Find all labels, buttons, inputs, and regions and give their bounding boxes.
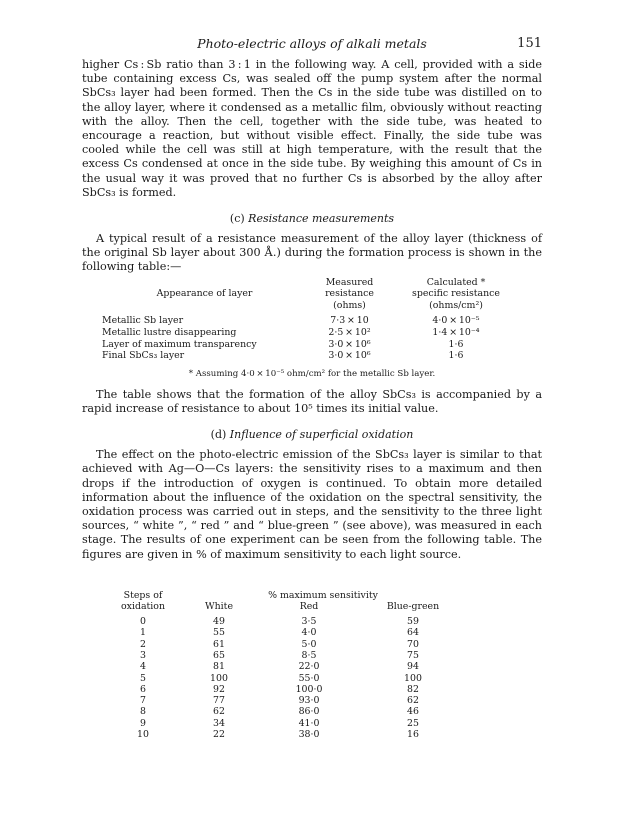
cell-red: 3·5: [301, 616, 317, 628]
cell-red: 22·0: [298, 661, 320, 673]
cell-step: 4: [140, 661, 146, 673]
col-group-header-sensitivity: % maximum sensitivity: [268, 589, 378, 601]
cell-white: 92: [213, 683, 225, 695]
cell-red: 100·0: [295, 683, 323, 695]
cell-blue-green: 46: [407, 706, 419, 718]
cell-step: 9: [140, 717, 146, 729]
cell-blue-green: 64: [407, 627, 419, 639]
section-heading-c: [82, 212, 542, 226]
cell-white: 62: [213, 706, 225, 718]
cell-step: 2: [140, 638, 146, 650]
cell-step: 5: [140, 672, 146, 684]
paragraph-4: The effect on the photo-electric emission of the SbCs₃ layer is similar to that achieved with Ag—O—Cs layers: the sensitivity rises to a maximum and then drops if the introduction of oxygen is continued. To obtain more detailed information about the influence of the oxidation on the spectral sensitivity, the oxidation process was carried out in steps, and the sensitivity to the three light sources, “ white ”, “ red ” and “ blue-green ” (see above), was measured in each stage. The results of one experiment can be seen from the following table. The figures are given in % of maximum sensitivity to each light source.: [82, 448, 542, 561]
cell-blue-green: 94: [407, 661, 419, 673]
cell-calculated: 1·6: [448, 350, 464, 362]
resistance-table: [102, 277, 520, 362]
paragraph-1: higher Cs : Sb ratio than 3 : 1 in the following way. A cell, provided with a side tube containing excess Cs, was sealed off the pump system after the normal SbCs₃ layer had been formed. Then the Cs in the side tube was distilled on to the alloy layer, where it condensed as a metallic film, obviously without reacting with the alloy. Then the cell, together with the side tube, was heated to encourage a reaction, but without visible effect. Finally, the side tube was cooled while the cell was still at high temperature, with the result that the excess Cs condensed at once in the side tube. By weighing this amount of Cs in the usual way it was proved that no further Cs is absorbed by the alloy after SbCs₃ is formed.: [82, 58, 542, 199]
col-header-calculated-1: Calculated *: [426, 276, 486, 288]
section-title-d: Influence of superficial oxidation: [229, 428, 414, 442]
col-header-calculated-3: (ohms/cm²): [429, 299, 483, 311]
section-heading-d: [82, 428, 542, 442]
cell-white: 65: [213, 649, 225, 661]
cell-blue-green: 75: [407, 649, 419, 661]
cell-step: 7: [140, 695, 146, 707]
cell-white: 22: [213, 728, 225, 740]
cell-calculated: 4·0 × 10⁻⁵: [432, 315, 480, 327]
cell-white: 77: [213, 695, 225, 707]
section-title-c: Resistance measurements: [248, 212, 395, 226]
running-title: Photo-electric alloys of alkali metals: [197, 36, 427, 51]
cell-red: 5·0: [301, 638, 317, 650]
col-header-measured-2: resistance: [325, 288, 374, 300]
cell-appearance: Metallic Sb layer: [102, 315, 184, 327]
cell-blue-green: 70: [407, 638, 419, 650]
cell-blue-green: 59: [407, 616, 419, 628]
table-row: [102, 315, 520, 327]
table-row: [107, 650, 467, 661]
cell-step: 10: [137, 728, 149, 740]
cell-appearance: Final SbCs₃ layer: [102, 350, 185, 362]
cell-appearance: Layer of maximum transparency: [102, 338, 257, 350]
oxidation-table: [107, 590, 467, 740]
cell-red: 4·0: [301, 627, 317, 639]
cell-step: 0: [140, 616, 146, 628]
cell-measured: 7·3 × 10: [330, 315, 369, 327]
cell-step: 6: [140, 683, 146, 695]
table-row: [102, 327, 520, 339]
cell-red: 38·0: [298, 728, 320, 740]
col-header-measured-1: Measured: [325, 276, 374, 288]
table-row: [107, 616, 467, 627]
cell-white: 100: [210, 672, 228, 684]
col-header-steps-1: Steps of: [123, 589, 163, 601]
table-row: [107, 627, 467, 638]
table-row: [107, 729, 467, 740]
cell-white: 34: [213, 717, 225, 729]
col-header-appearance: Appearance of layer: [156, 288, 253, 300]
col-header-measured-3: (ohms): [333, 299, 366, 311]
oxidation-table-body: [107, 616, 467, 740]
section-label-c: (c): [229, 212, 245, 226]
cell-measured: 3·0 × 10⁶: [328, 338, 371, 350]
cell-red: 86·0: [298, 706, 320, 718]
cell-calculated: 1·4 × 10⁻⁴: [432, 327, 480, 339]
cell-white: 61: [213, 638, 225, 650]
table-row: [102, 350, 520, 362]
cell-blue-green: 62: [407, 695, 419, 707]
table-row: [102, 339, 520, 351]
section-label-d: (d): [210, 428, 227, 442]
table-row: [107, 639, 467, 650]
col-header-calculated-2: specific resistance: [412, 288, 500, 300]
page-number: 151: [517, 36, 542, 51]
cell-step: 3: [140, 649, 146, 661]
col-header-steps-2: oxidation: [121, 601, 165, 613]
cell-red: 41·0: [298, 717, 320, 729]
cell-step: 8: [140, 706, 146, 718]
col-header-blue-green: Blue-green: [386, 601, 440, 613]
table-row: [107, 706, 467, 717]
paragraph-3: The table shows that the formation of the alloy SbCs₃ is accompanied by a rapid increase of resistance to about 10⁵ times its initial value.: [82, 387, 542, 415]
cell-blue-green: 100: [404, 672, 422, 684]
cell-calculated: 1·6: [448, 338, 464, 350]
table-row: [107, 684, 467, 695]
cell-red: 93·0: [298, 695, 320, 707]
table-row: [107, 661, 467, 672]
cell-blue-green: 25: [407, 717, 419, 729]
cell-white: 55: [213, 627, 225, 639]
cell-appearance: Metallic lustre disappearing: [102, 327, 237, 339]
paragraph-2: A typical result of a resistance measurement of the alloy layer (thickness of the original Sb layer about 300 Å.) during the formation process is shown in the following table:—: [82, 232, 542, 274]
page: [82, 36, 542, 740]
table-row: [107, 673, 467, 684]
col-header-red: Red: [299, 601, 319, 613]
cell-step: 1: [140, 627, 146, 639]
cell-blue-green: 82: [407, 683, 419, 695]
table-footnote: * Assuming 4·0 × 10⁻⁵ ohm/cm² for the metallic Sb layer.: [188, 368, 436, 379]
cell-red: 8·5: [301, 649, 317, 661]
cell-measured: 2·5 × 10²: [328, 327, 371, 339]
cell-blue-green: 16: [407, 728, 419, 740]
table-row: [107, 695, 467, 706]
cell-white: 49: [213, 616, 225, 628]
cell-measured: 3·0 × 10⁶: [328, 350, 371, 362]
cell-white: 81: [213, 661, 225, 673]
table-row: [107, 718, 467, 729]
col-header-white: White: [205, 601, 233, 613]
running-head: [82, 36, 542, 54]
cell-red: 55·0: [298, 672, 320, 684]
